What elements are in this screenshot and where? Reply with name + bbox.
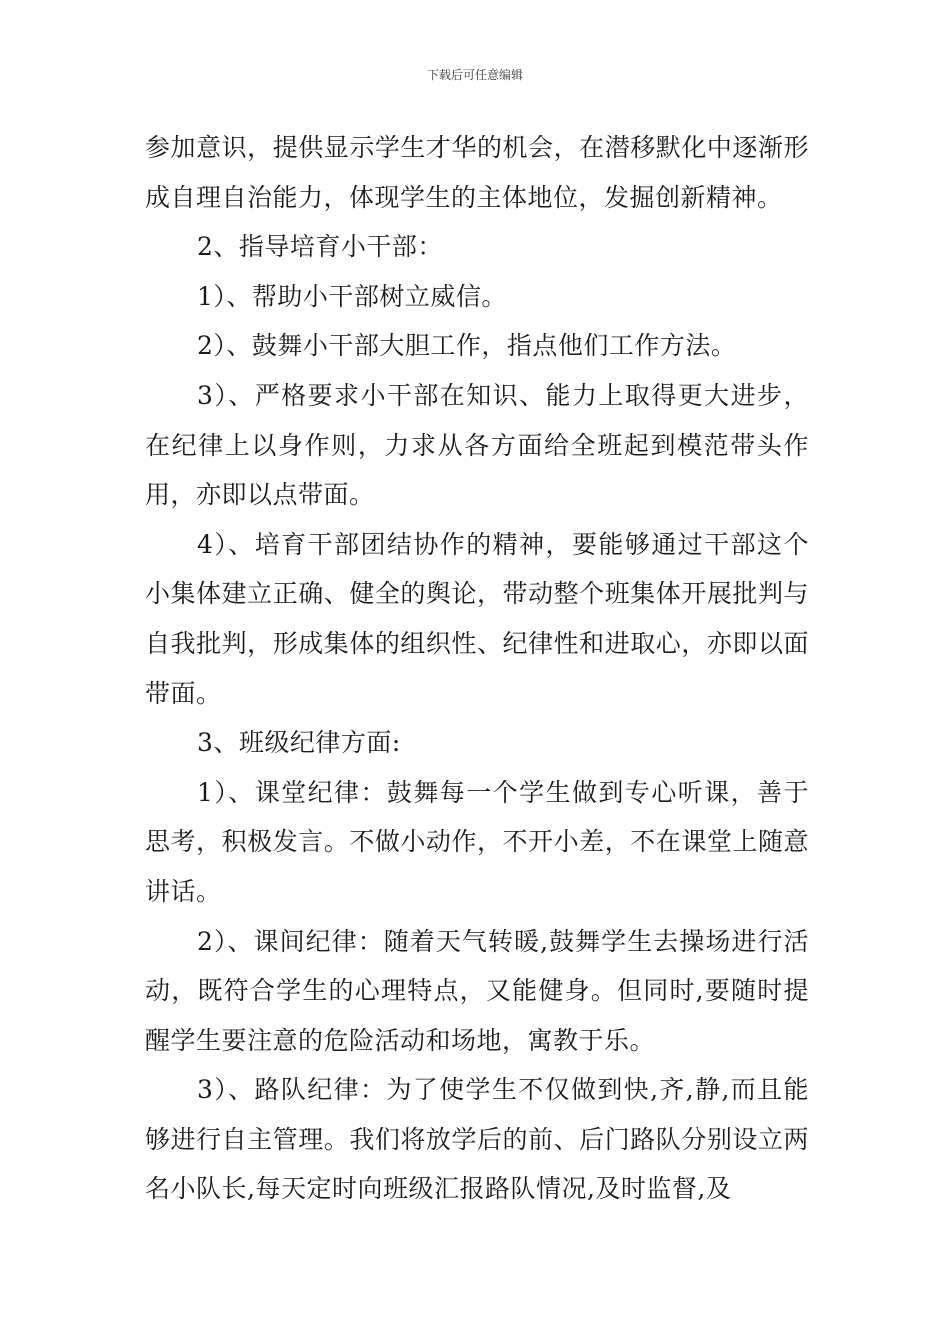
paragraph-9: 2）、课间纪律：随着天气转暖,鼓舞学生去操场进行活动，既符合学生的心理特点，又能健身。但同时,要随时提醒学生要注意的危险活动和场地，寓教于乐。 <box>145 926 809 1055</box>
paragraph-4: 2）、鼓舞小干部大胆工作，指点他们工作方法。 <box>197 331 737 361</box>
paragraph-5: 3）、严格要求小干部在知识、能力上取得更大进步，在纪律上以身作则，力求从各方面给全班起到模范带头作用，亦即以点带面。 <box>145 380 809 510</box>
paragraph-1: 参加意识，提供显示学生才华的机会，在潜移默化中逐渐形成自理自治能力，体现学生的主体地位，发掘创新精神。 <box>145 133 809 212</box>
paragraph-10: 3）、路队纪律：为了使学生不仅做到快,齐,静,而且能够进行自主管理。我们将放学后的前、后门路队分别设立两名小队长,每天定时向班级汇报路队情况,及时监督,及 <box>145 1075 809 1204</box>
paragraph-6: 4）、培育干部团结协作的精神，要能够通过干部这个小集体建立正确、健全的舆论，带动整个班集体开展批判与自我批判，形成集体的组织性、纪律性和进取心，亦即以面带面。 <box>145 529 809 708</box>
paragraph-8: 1）、课堂纪律：鼓舞每一个学生做到专心听课，善于思考，积极发言。不做小动作，不开小差，不在课堂上随意讲话。 <box>145 777 809 906</box>
paragraph-7: 3、班级纪律方面: <box>197 728 401 758</box>
document-body <box>145 123 809 1214</box>
paragraph-3: 1）、帮助小干部树立威信。 <box>197 281 507 311</box>
header-note: 下载后可任意编辑 <box>426 68 523 82</box>
paragraph-2: 2、指导培育小干部： <box>197 232 443 262</box>
